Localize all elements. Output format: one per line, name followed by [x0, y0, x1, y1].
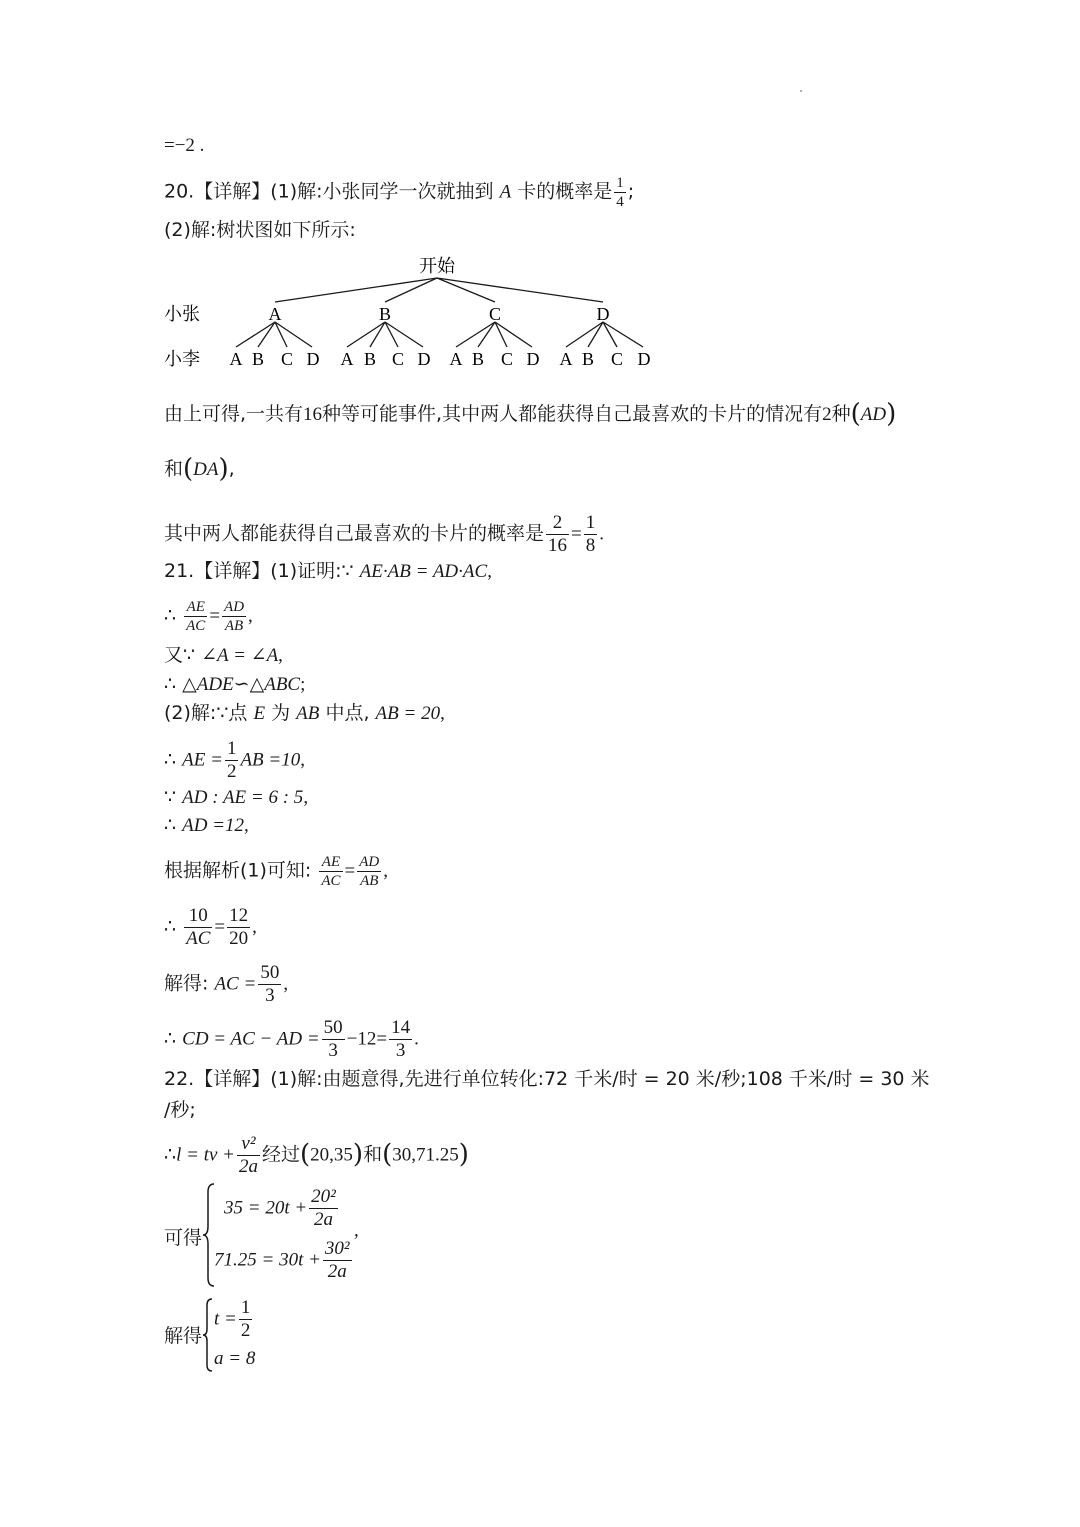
q20-conclusion-text1: 由上可得,一共有 [164, 403, 304, 425]
q21-ae-eq: AE = [182, 749, 223, 771]
q21-recall-text: 根据解析(1)可知: [164, 859, 312, 882]
q21-ratio: ∴ $\frac{AE}{AC}$ = $\frac{AD}{AB}$ , [164, 599, 253, 634]
q20-fraction [614, 174, 626, 211]
tree-leaf: A [559, 349, 573, 369]
tree-level1-c: C [488, 304, 502, 324]
q20-probability: 其中两人都能获得自己最喜欢的卡片的概率是 $\frac{2}{16}$ = $\frac{1}{8}$ . [164, 512, 604, 556]
fraction-30sq-2a [323, 1238, 352, 1283]
tree-row1-label: 小张 [164, 304, 200, 325]
frac-num: AE [184, 598, 207, 617]
frac-num: 14 [391, 1017, 411, 1038]
tree-row2-label: 小李 [164, 349, 200, 370]
q20-conclusion-text3: 种 [831, 403, 851, 425]
q20-part2: (2)解:树状图如下所示: [164, 219, 356, 241]
frac-num: 50 [323, 1017, 343, 1038]
q21-angle-end: , [278, 645, 283, 666]
tree-diagram [150, 250, 670, 375]
frac-den: AC [186, 618, 206, 634]
q21-solve-end: , [283, 973, 289, 995]
tree-leaf: B [581, 349, 595, 369]
q21-var-ab: AB [296, 703, 320, 724]
frac-num: AD [224, 599, 245, 615]
q22-t-eq: t = [214, 1308, 237, 1330]
q20-and-text: 和 [164, 458, 184, 480]
q21-part1 [164, 559, 492, 584]
q21-similar-end: ; [300, 674, 306, 695]
frac-den: 3 [265, 985, 275, 1006]
fraction-10-ac [184, 905, 212, 950]
q21-part1-end: , [487, 561, 492, 582]
left-brace-icon [202, 1297, 214, 1373]
q21-ad-ratio-eq: AD : AE = 6 : 5 [182, 787, 304, 808]
therefore-symbol: ∴ [164, 1143, 177, 1166]
because-symbol: ∵ [164, 786, 177, 808]
q22-system [164, 1180, 564, 1290]
tree-leaf: C [610, 349, 624, 369]
q22-system-label: 可得 [164, 1227, 203, 1249]
fraction-50-3 [258, 962, 281, 1007]
q21-solve-text: 解得: [164, 972, 209, 995]
q21-ad-end: , [244, 815, 249, 836]
q22-part1-cont: /秒; [164, 1099, 196, 1121]
q22-row2-eq: 71.25 = 30t + [214, 1249, 321, 1271]
q20-part1-text2: 卡的概率是 [517, 180, 613, 203]
therefore-symbol: ∴ [164, 814, 177, 836]
q21-recall-end: , [383, 860, 389, 882]
fraction-1-2 [225, 738, 239, 783]
frac-num: 2 [546, 512, 569, 535]
frac-den: 3 [328, 1040, 338, 1061]
q22-solution [164, 1295, 364, 1375]
q22-system-row2 [214, 1238, 354, 1283]
q21-ad [164, 813, 249, 838]
frac-den: AC [186, 928, 211, 949]
frac-num: 1 [240, 1297, 251, 1318]
q21-part2-end: , [440, 703, 445, 724]
q20-var-a: A [499, 181, 512, 203]
q22-solution-row2 [214, 1347, 255, 1370]
therefore-symbol: ∴ [164, 673, 177, 695]
q20-count-2: 2 [822, 404, 832, 425]
frac-den: 2a [327, 1261, 347, 1282]
therefore-symbol: ∴ [164, 748, 177, 771]
frac-den: 2a [238, 1156, 258, 1177]
frac-den: AC [321, 873, 341, 889]
q22-part1: 22.【详解】(1)解:由题意得,先进行单位转化:72 千米/时 = 20 米/秒;108 千米/时 = 30 米 [164, 1068, 930, 1090]
fraction-50-3 [322, 1017, 345, 1062]
q21-part2-text3: 中点, [325, 702, 370, 724]
fraction-ad-ab [222, 598, 246, 635]
q20-and: 和(DA), [164, 454, 235, 484]
q21-angle-pre: 又∵ [164, 644, 196, 666]
frac-den: 20 [229, 928, 249, 949]
q21-ae-value: AB =10 [240, 749, 301, 771]
q21-ad-ratio [164, 785, 308, 810]
q22-solution-label: 解得 [164, 1325, 203, 1347]
fraction-ae-ac [319, 853, 342, 890]
frac-den: 16 [548, 535, 568, 556]
tree-level1-b: B [378, 304, 392, 324]
tree-leaf: B [471, 349, 485, 369]
q21-ratio-end: , [248, 605, 253, 627]
tree-leaf: C [500, 349, 514, 369]
frac-num: v² [237, 1133, 260, 1156]
fraction-14-3 [389, 1017, 412, 1062]
q20-conclusion: 由上可得,一共有16种等可能事件,其中两人都能获得自己最喜欢的卡片的情况有2种(AD) [164, 399, 897, 429]
q20-conclusion-text2: 种等可能事件,其中两人都能获得自己最喜欢的卡片的情况有 [322, 403, 823, 425]
tree-level1-a: A [268, 304, 282, 324]
fraction-12-20 [227, 905, 250, 950]
q21-ae-end: , [300, 749, 305, 771]
tree-leaf: B [363, 349, 377, 369]
tree-leaf: D [526, 349, 540, 369]
tree-leaf: C [280, 349, 294, 369]
q21-product-eq: AE·AB = AD·AC [359, 561, 488, 582]
frac-num: AD [359, 854, 380, 870]
q21-recall: 根据解析(1)可知: $\frac{AE}{AC}$ = $\frac{AD}{AB}$ , [164, 854, 389, 889]
q21-ad-eq: AD =12 [182, 815, 245, 836]
q20-case-ad: AD [860, 404, 887, 425]
q21-ab-eq: AB = 20 [375, 703, 441, 724]
frac-num: 12 [229, 905, 249, 926]
fraction-20sq-2a [309, 1186, 338, 1231]
q21-substitute-end: , [252, 916, 257, 938]
q21-similar-eq: △ADE∽△ABC [182, 674, 301, 695]
q22-a-eq: a = 8 [214, 1348, 256, 1369]
frac-den: 2 [240, 1320, 251, 1341]
tree-level2 [230, 349, 651, 369]
fraction-1-2 [239, 1297, 253, 1342]
q20-count-16: 16 [303, 404, 323, 425]
q20-case-da: DA [193, 459, 219, 480]
q21-part2-text2: 为 [271, 702, 291, 724]
q21-solve-ac [164, 962, 288, 1007]
tree-lines [236, 278, 643, 347]
frac-num: AE [319, 853, 342, 872]
q21-part2-text1: (2)解:∵点 [164, 702, 248, 724]
q21-cd-mid: −12= [346, 1028, 388, 1050]
q22-and-text: 和 [363, 1143, 383, 1166]
frac-num: 20² [311, 1186, 336, 1207]
q22-system-end: , [354, 1220, 359, 1241]
q22-formula-eq: l = tv + [176, 1144, 235, 1166]
frac-den: 3 [395, 1040, 406, 1061]
therefore-symbol: ∴ [164, 1027, 177, 1050]
q21-similar [164, 672, 305, 697]
q21-cd [164, 1017, 419, 1062]
fraction-ad-ab [357, 853, 381, 890]
frac-num: 1 [585, 512, 596, 533]
tree-root: 开始 [419, 256, 455, 277]
fraction-ae-ac [184, 598, 207, 635]
q20-part1-text: 20.【详解】(1)解:小张同学一次就抽到 [164, 180, 494, 203]
therefore-symbol: ∴ [164, 915, 177, 938]
q21-angle [164, 643, 283, 668]
q21-cd-end: . [414, 1028, 419, 1050]
scan-dot [800, 90, 802, 92]
q21-part1-text: 21.【详解】(1)证明:∵ [164, 560, 354, 582]
q20-part1-end: ; [627, 180, 635, 203]
q22-passes-text: 经过 [261, 1143, 300, 1166]
tree-leaf: D [417, 349, 431, 369]
line-result: =−2 . [164, 135, 205, 156]
therefore-symbol: ∴ [164, 604, 177, 627]
frac-den: 2 [226, 761, 237, 782]
q21-cd-eq: CD = AC − AD = [182, 1028, 320, 1050]
tree-leaf: D [637, 349, 651, 369]
q20-frac-den: 4 [616, 194, 624, 210]
tree-leaf: A [449, 349, 463, 369]
q21-angle-eq: ∠A = ∠A [201, 645, 279, 666]
frac-den: AB [360, 873, 379, 889]
q21-var-e: E [253, 703, 266, 724]
q20-and-end: , [228, 458, 235, 480]
fraction-1-8 [584, 512, 598, 557]
q22-solution-row1 [214, 1297, 254, 1342]
tree-level1-d: D [596, 304, 610, 324]
fraction-2-16 [546, 512, 569, 557]
q20-probability-text: 其中两人都能获得自己最喜欢的卡片的概率是 [164, 522, 545, 545]
fraction-v2-2a [237, 1133, 260, 1178]
q22-row1-eq: 35 = 20t + [224, 1197, 308, 1219]
q21-ad-ratio-end: , [303, 787, 309, 808]
q22-point1: 20,35 [310, 1144, 353, 1166]
q21-ac-eq: AC = [214, 973, 257, 995]
q21-substitute: ∴ $\frac{10}{AC}$ = $\frac{12}{20}$ , [164, 905, 257, 949]
frac-den: AB [224, 618, 244, 634]
frac-num: 1 [226, 738, 237, 759]
tree-leaf: C [391, 349, 405, 369]
q22-system-row1 [224, 1186, 340, 1231]
q22-formula: ∴l = tv + $\frac{\text{v²}}{2a}$ 经过(20,35)和(30,71.25) [164, 1133, 469, 1177]
q21-part2 [164, 701, 445, 726]
tree-leaf: D [306, 349, 320, 369]
frac-num: 30² [324, 1238, 350, 1259]
tree-leaf: B [251, 349, 265, 369]
frac-den: 8 [585, 535, 596, 556]
tree-leaf: A [229, 349, 243, 369]
frac-num: 50 [260, 962, 280, 983]
tree-leaf: A [340, 349, 354, 369]
q22-point2: 30,71.25 [392, 1144, 459, 1166]
q20-frac-num: 1 [616, 175, 624, 191]
frac-den: 2a [314, 1209, 334, 1230]
frac-num: 10 [184, 905, 212, 928]
q21-ae [164, 738, 305, 783]
q20-part1 [164, 174, 634, 211]
